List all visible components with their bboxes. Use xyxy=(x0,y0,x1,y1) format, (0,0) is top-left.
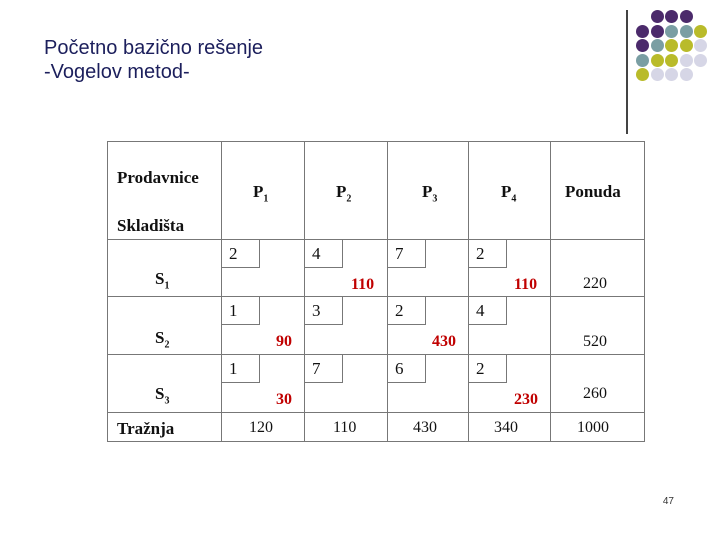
col-divider xyxy=(468,142,469,441)
cost-cell: 7 xyxy=(388,240,426,268)
demand-label: Tražnja xyxy=(117,419,175,438)
cost-cell: 4 xyxy=(305,240,343,268)
demand-value: 120 xyxy=(249,419,273,436)
allocation-value: 110 xyxy=(351,276,375,293)
cost-cell: 2 xyxy=(469,240,507,268)
decorative-dot xyxy=(651,10,664,23)
decorative-dot xyxy=(694,39,707,52)
decorative-dot xyxy=(680,10,693,23)
decorative-dot xyxy=(665,68,678,81)
row-divider xyxy=(108,412,644,413)
decorative-dot xyxy=(694,25,707,38)
decorative-dot xyxy=(665,25,678,38)
decorative-dot xyxy=(665,54,678,67)
cost-cell: 2 xyxy=(469,355,507,383)
decorative-dot xyxy=(680,39,693,52)
cost-cell: 6 xyxy=(388,355,426,383)
decorative-dot xyxy=(680,54,693,67)
total-value: 1000 xyxy=(577,419,609,436)
decorative-dot xyxy=(694,54,707,67)
row-divider xyxy=(108,296,644,297)
vogel-table xyxy=(107,141,645,442)
decorative-dot xyxy=(651,68,664,81)
decorative-dot xyxy=(636,25,649,38)
row-label-s1: $S_1$ xyxy=(155,269,170,292)
supply-value: 520 xyxy=(583,333,607,350)
column-header-p1: $P_1$ xyxy=(253,182,269,205)
decorative-dot xyxy=(680,68,693,81)
demand-value: 340 xyxy=(494,419,518,436)
decorative-dot xyxy=(680,25,693,38)
supply-value: 260 xyxy=(583,385,607,402)
col-divider xyxy=(221,142,222,441)
cost-cell: 7 xyxy=(305,355,343,383)
demand-value: 430 xyxy=(413,419,437,436)
cost-cell: 2 xyxy=(222,240,260,268)
decorative-dot xyxy=(665,39,678,52)
allocation-value: 90 xyxy=(276,333,292,350)
title-line-2: -Vogelov metod- xyxy=(44,61,190,83)
corner-header-warehouses: Skladišta xyxy=(117,216,185,235)
title-line-1: Početno bazično rešenje xyxy=(44,37,264,59)
row-divider xyxy=(108,354,644,355)
decorative-dot xyxy=(651,25,664,38)
corner-header-stores: Prodavnice xyxy=(117,168,199,187)
page-number: 47 xyxy=(662,496,674,507)
cost-cell: 3 xyxy=(305,297,343,325)
column-header-p3: $P_3$ xyxy=(422,182,438,205)
decorative-dot xyxy=(636,54,649,67)
decorative-dot xyxy=(636,39,649,52)
col-divider xyxy=(550,142,551,441)
supply-value: 220 xyxy=(583,275,607,292)
cost-cell: 4 xyxy=(469,297,507,325)
row-label-s3: $S_3$ xyxy=(155,384,170,407)
decorative-dot xyxy=(665,10,678,23)
column-header-p4: $P_4$ xyxy=(501,182,517,205)
decorative-dot xyxy=(636,68,649,81)
row-divider xyxy=(108,239,644,240)
col-divider xyxy=(387,142,388,441)
decorative-dot xyxy=(651,39,664,52)
decorative-dot xyxy=(651,54,664,67)
allocation-value: 30 xyxy=(276,391,292,408)
allocation-value: 230 xyxy=(514,391,538,408)
cost-cell: 1 xyxy=(222,355,260,383)
demand-value: 110 xyxy=(333,419,357,436)
allocation-value: 430 xyxy=(432,333,456,350)
column-header-p2: $P_2$ xyxy=(336,182,352,205)
cost-cell: 2 xyxy=(388,297,426,325)
cost-cell: 1 xyxy=(222,297,260,325)
allocation-value: 110 xyxy=(514,276,538,293)
col-divider xyxy=(304,142,305,441)
slide-title xyxy=(44,36,263,84)
decorative-vertical-line xyxy=(626,10,628,134)
column-header-supply: Ponuda xyxy=(565,182,621,201)
row-label-s2: $S_2$ xyxy=(155,328,170,351)
